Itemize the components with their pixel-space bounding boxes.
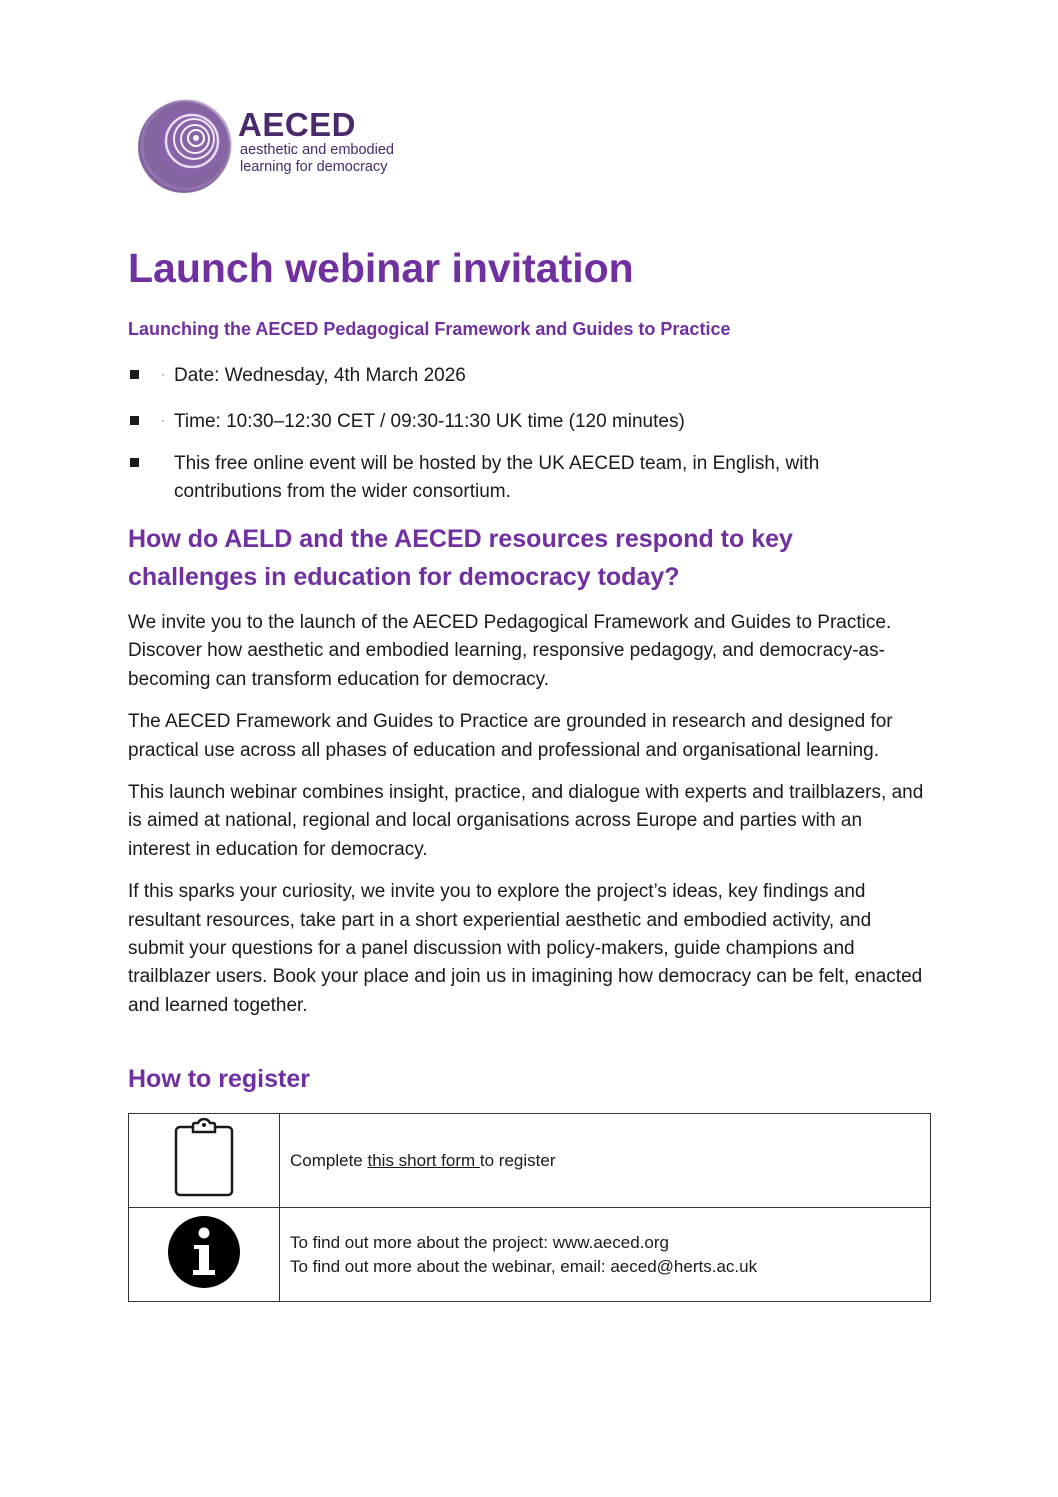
list-item-date xyxy=(128,362,928,390)
project-info-text: To find out more about the project: www.aeced.org xyxy=(290,1232,669,1252)
square-bullet-icon xyxy=(130,416,139,425)
logo-tagline-line2: learning for democracy xyxy=(240,159,388,175)
paragraph-webinar: This launch webinar combines insight, practice, and dialogue with experts and trailblazers, and is aimed at national, regional and local organisations across Europe and parties with an interest in education for democracy. xyxy=(128,782,924,860)
hosting-text: This free online event will be hosted by the UK AECED team, in English, with contributions from the wider consortium. xyxy=(174,453,820,502)
page-title: Launch webinar invitation xyxy=(128,245,634,291)
event-details-list xyxy=(128,362,928,506)
body-text xyxy=(128,609,928,1034)
dot-icon: · xyxy=(161,367,165,381)
info-cell xyxy=(280,1208,931,1302)
short-form-link[interactable]: this short form xyxy=(367,1150,480,1170)
subtitle: Launching the AECED Pedagogical Framework and Guides to Practice xyxy=(128,319,731,339)
paragraph-framework: The AECED Framework and Guides to Practice are grounded in research and designed for practical use across all phases of education and professional and organisational learning. xyxy=(128,711,893,761)
paragraph-invitation: If this sparks your curiosity, we invite you to explore the project’s ideas, key findings and resultant resources, take part in a short experiential aesthetic and embodied activity, and submit your questions for a panel discussion with policy-makers, guide champions and trailblazer users. Book your place and join us in imagining how democracy can be felt, enacted and learned together. xyxy=(128,881,923,1016)
section-heading-register: How to register xyxy=(128,1065,310,1093)
date-text: Date: Wednesday, 4th March 2026 xyxy=(174,365,466,386)
form-suffix: to register xyxy=(479,1150,556,1170)
table-row-info xyxy=(129,1208,931,1302)
square-bullet-icon xyxy=(130,458,139,467)
webinar-info-text: To find out more about the webinar, email: aeced@herts.ac.uk xyxy=(290,1256,758,1276)
icon-cell xyxy=(129,1114,280,1208)
paragraph-intro: We invite you to the launch of the AECED Pedagogical Framework and Guides to Practice. Discover how aesthetic and embodied learning, responsive pedagogy, and democracy-as-becoming can transform education for democracy. xyxy=(128,612,892,690)
form-prefix: Complete xyxy=(290,1150,368,1170)
table-row-form xyxy=(129,1114,931,1208)
icon-cell xyxy=(129,1208,280,1302)
time-text: Time: 10:30–12:30 CET / 09:30-11:30 UK time (120 minutes) xyxy=(174,411,685,432)
clipboard-icon xyxy=(173,1118,235,1198)
section-heading-aeld: How do AELD and the AECED resources respond to key challenges in education for democracy today? xyxy=(128,525,793,591)
aeced-logo xyxy=(134,95,434,199)
logo-name: AECED xyxy=(238,106,357,143)
register-table xyxy=(128,1113,931,1302)
list-item-hosting xyxy=(128,450,928,506)
info-icon xyxy=(167,1215,241,1289)
logo-tagline xyxy=(240,142,394,176)
spiral-logo-icon xyxy=(134,95,238,199)
square-bullet-icon xyxy=(130,370,139,379)
dot-icon: · xyxy=(161,413,165,427)
list-item-time xyxy=(128,408,928,436)
form-cell xyxy=(280,1114,931,1208)
logo-tagline-line1: aesthetic and embodied xyxy=(240,142,394,158)
